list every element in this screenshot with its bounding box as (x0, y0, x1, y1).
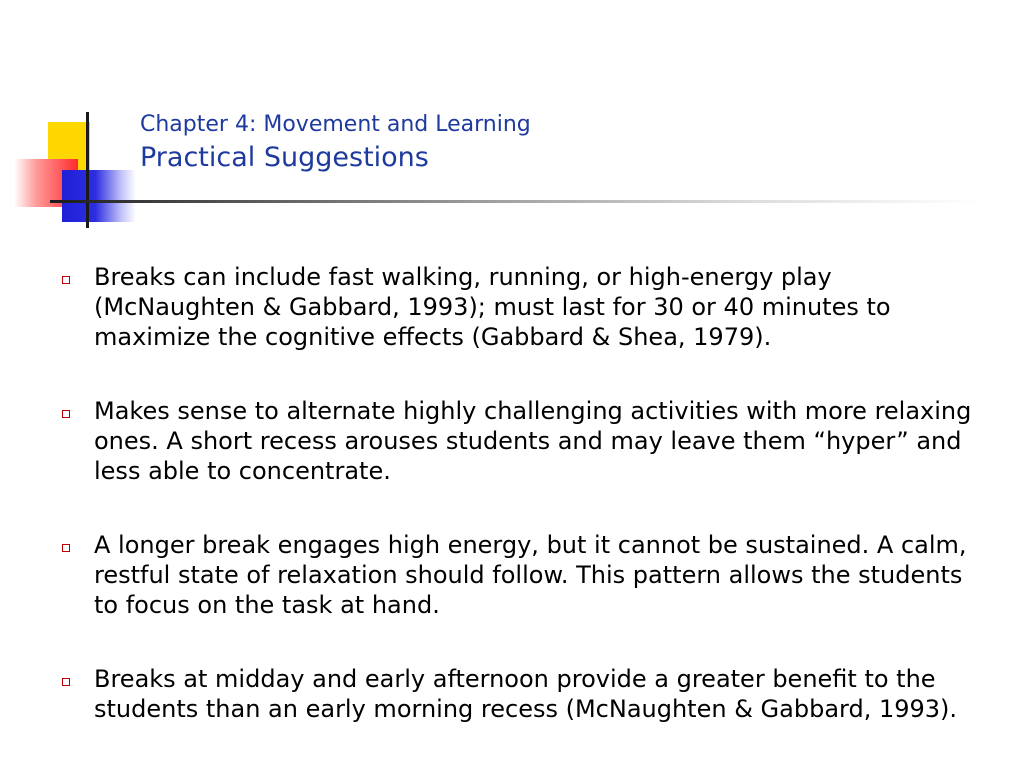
bullet-item (60, 530, 990, 620)
logo-blue-square (62, 170, 136, 222)
bullet-text: Breaks at midday and early afternoon provide a greater benefit to the students than an early morning recess (McNaughten & Gabbard, 1993). (94, 665, 958, 723)
bullet-item (60, 664, 990, 724)
square-bullet-icon (62, 678, 70, 686)
bullet-item (60, 262, 990, 352)
bullet-text: A longer break engages high energy, but it cannot be sustained. A calm, restful state of relaxation should follow. This pattern allows the students to focus on the task at hand. (94, 531, 967, 619)
bullet-item (60, 396, 990, 486)
bullet-text: Makes sense to alternate highly challenging activities with more relaxing ones. A short recess arouses students and may leave them “hyper” and less able to concentrate. (94, 397, 972, 485)
slide-logo (0, 0, 150, 240)
logo-vertical-line (86, 112, 89, 228)
title-block (140, 110, 531, 176)
bullet-text: Breaks can include fast walking, running, or high-energy play (McNaughten & Gabbard, 1993); must last for 30 or 40 minutes to maximize the cognitive effects (Gabbard & Shea, 1979). (94, 263, 891, 351)
chapter-heading: Chapter 4: Movement and Learning (140, 112, 531, 137)
square-bullet-icon (62, 410, 70, 418)
square-bullet-icon (62, 276, 70, 284)
bullet-list (60, 262, 990, 724)
title-underline (50, 200, 980, 203)
slide-title: Practical Suggestions (140, 142, 429, 173)
square-bullet-icon (62, 544, 70, 552)
